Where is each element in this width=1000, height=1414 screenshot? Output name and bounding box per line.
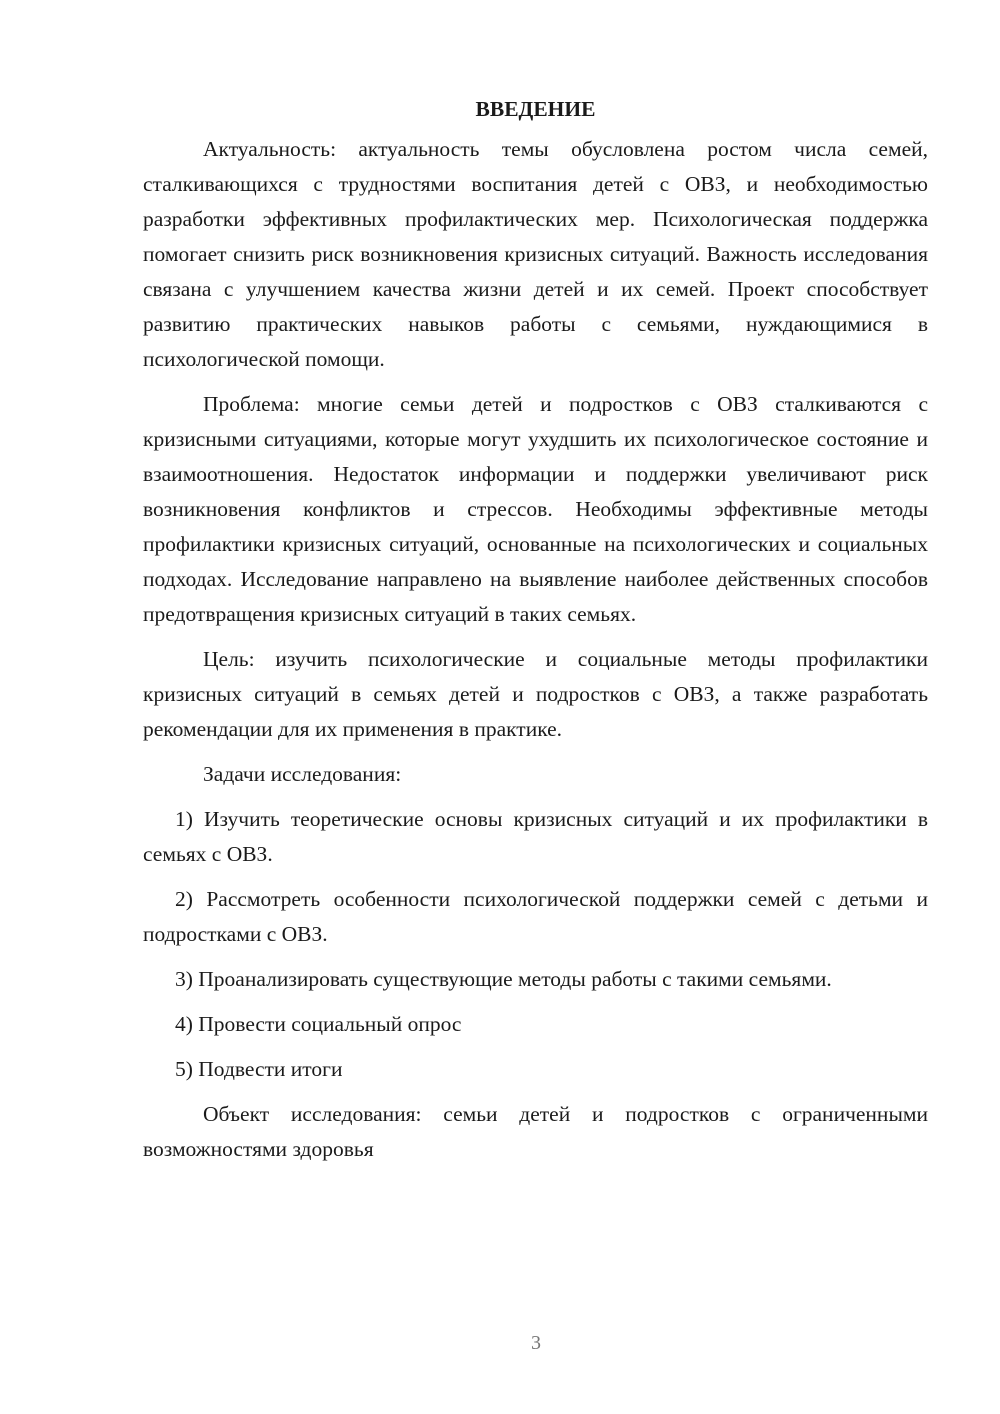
paragraph-problem: Проблема: многие семьи детей и подростков с ОВЗ сталкиваются с кризисными ситуациями, которые могут ухудшить их психологическое состояние и взаимоотношения. Недостаток информации и поддержки увеличивают риск возникновения конфликтов и стрессов. Необходимы эффективные методы профилактики кризисных ситуаций, основанные на психологических и социальных подходах. Исследование направлено на выявление наиболее действенных способов предотвращения кризисных ситуаций в таких семьях. [143,392,928,626]
task-item-4: 4) Провести социальный опрос [175,1012,462,1036]
task-item-5: 5) Подвести итоги [175,1057,343,1081]
task-item-3: 3) Проанализировать существующие методы работы с такими семьями. [175,967,832,991]
paragraph-relevance: Актуальность: актуальность темы обусловлена ростом числа семей, сталкивающихся с трудностями воспитания детей с ОВЗ, и необходимостью разработки эффективных профилактических мер. Психологическая поддержка помогает снизить риск возникновения кризисных ситуаций. Важность исследования связана с улучшением качества жизни детей и их семей. Проект способствует развитию практических навыков работы с семьями, нуждающимися в психологической помощи. [143,137,928,371]
task-item-2: 2) Рассмотреть особенности психологической поддержки семей с детьми и подростками с ОВЗ. [143,887,928,946]
task-item-1: 1) Изучить теоретические основы кризисных ситуаций и их профилактики в семьях с ОВЗ. [143,807,928,866]
document-page [143,92,928,1177]
tasks-heading: Задачи исследования: [203,762,402,786]
paragraph-goal: Цель: изучить психологические и социальные методы профилактики кризисных ситуаций в семьях детей и подростков с ОВЗ, а также разработать рекомендации для их применения в практике. [143,647,928,741]
page-number: 3 [531,1332,541,1354]
page-title: ВВЕДЕНИЕ [475,97,596,121]
paragraph-research-object: Объект исследования: семьи детей и подростков с ограниченными возможностями здоровья [143,1102,928,1161]
